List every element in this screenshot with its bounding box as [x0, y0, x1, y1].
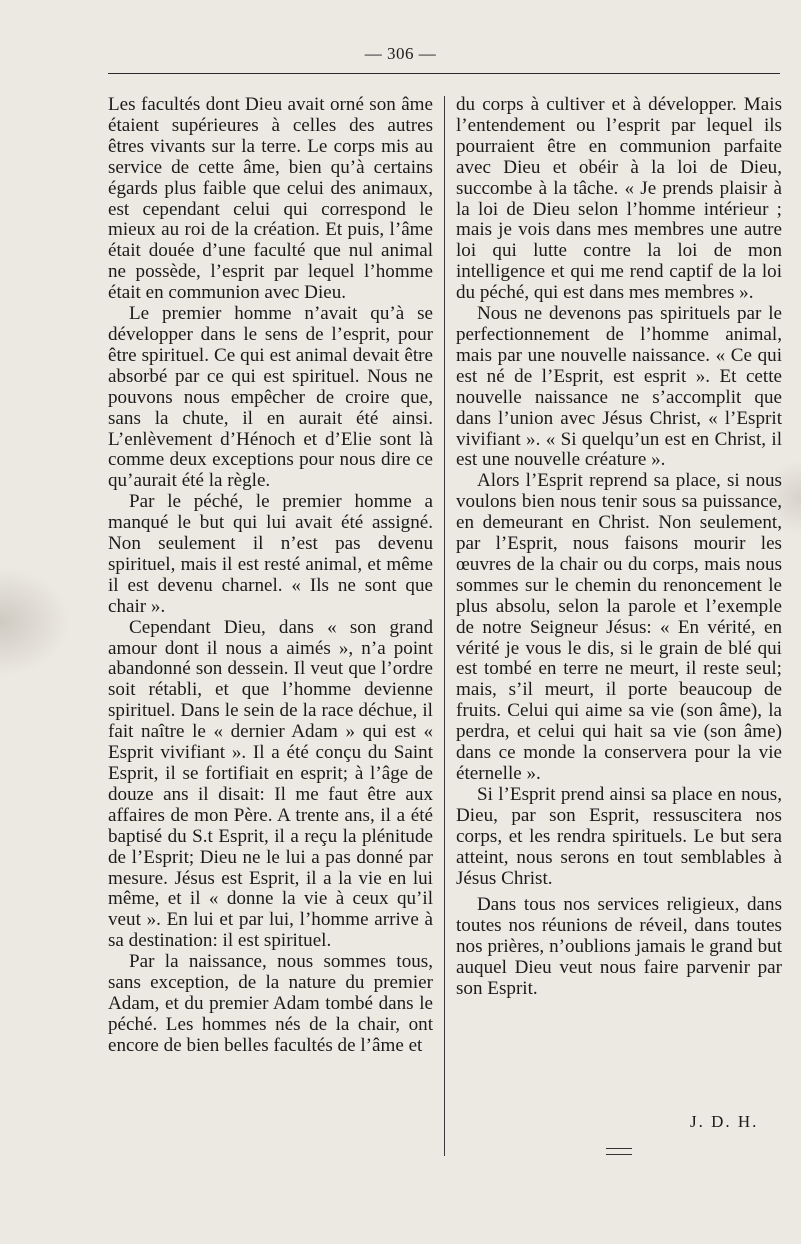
- paragraph: du corps à cultiver et à développer. Mais l’entendement ou l’esprit par lequel ils pourraient être en communion parfaite avec Dieu et obéir à la loi de Dieu, succombe à la tâche. « Je prends plaisir à la loi de Dieu selon l’homme intérieur ; mais je vois dans mes membres une autre loi qui lutte contre la loi de mon intelligence et qui me rend captif de la loi du péché, qui est dans mes membres ».: [456, 94, 782, 304]
- page-number: — 306 —: [364, 44, 437, 63]
- right-column: [456, 95, 782, 1000]
- paragraph: Dans tous nos services religieux, dans toutes nos réunions de réveil, dans toutes nos prières, n’oublions jamais le grand but auquel Dieu veut nous faire parvenir par son Esprit.: [456, 894, 782, 1000]
- signature: J. D. H.: [690, 1112, 759, 1131]
- paragraph: Alors l’Esprit reprend sa place, si nous voulons bien nous tenir sous sa puissance, en demeurant en Christ. Non seulement, par l’Esprit, nous faisons mourir les œuvres de la chair ou du corps, mais nous sommes sur le chemin du renoncement le plus absolu, selon la parole et l’exemple de notre Seigneur Jésus: « En vérité, en vérité je vous le dis, si le grain de blé qui est tombé en terre ne meurt, il reste seul; mais, s’il meurt, il porte beaucoup de fruits. Celui qui aime sa vie (son âme), la perdra, et celui qui hait sa vie (son âme) dans ce monde la conservera pour la vie éternelle ».: [456, 470, 782, 784]
- paragraph: Nous ne devenons pas spirituels par le perfectionnement de l’homme animal, mais par une nouvelle naissance. « Ce qui est né de l’Esprit, est esprit ». Et cette nouvelle naissance ne s’accomplit que dans l’union avec Jésus Christ, « l’Esprit vivifiant ». « Si quelqu’un est en Christ, il est une nouvelle créature ».: [456, 303, 782, 471]
- left-column: [108, 95, 433, 1057]
- paragraph: Cependant Dieu, dans « son grand amour dont il nous a aimés », n’a point abandonné son dessein. Il veut que l’ordre soit rétabli, et que l’homme devienne spirituel. Dans le sein de la race déchue, il fait naître le « dernier Adam » qui est « Esprit vivifiant ». Il a été conçu du Saint Esprit, il se fortifiait en esprit; à l’âge de douze ans il disait: Il me faut être aux affaires de mon Père. A trente ans, il a été baptisé du S.t Esprit, il a reçu la plénitude de l’Esprit; Dieu ne le lui a pas donné par mesure. Jésus est Esprit, il a la vie en lui même, et il « donne la vie à ceux qu’il veut ». En lui et par lui, l’homme arrive à sa destination: il est spirituel.: [108, 616, 433, 952]
- paragraph: Les facultés dont Dieu avait orné son âme étaient supérieures à celles des autres êtres vivants sur la terre. Le corps mis au service de cette âme, bien qu’à certains égards plus faible que celui des animaux, est cependant celui qui correspond le mieux au roi de la création. Et puis, l’âme était douée d’une faculté que nul animal ne possède, l’esprit par lequel l’homme était en communion avec Dieu.: [108, 94, 433, 304]
- paragraph: Si l’Esprit prend ainsi sa place en nous, Dieu, par son Esprit, ressuscitera nos corps, et les rendra spirituels. Le but sera atteint, nous serons en tout semblables à Jésus Christ.: [456, 783, 782, 889]
- column-divider: [444, 96, 445, 1156]
- paragraph: Par la naissance, nous sommes tous, sans exception, de la nature du premier Adam, et du premier Adam tombé dans le péché. Les hommes nés de la chair, ont encore de bien belles facultés de l’âme et: [108, 951, 433, 1056]
- header-rule: [108, 73, 780, 74]
- end-ornament: [606, 1148, 632, 1160]
- paragraph: Par le péché, le premier homme a manqué le but qui lui avait été assigné. Non seulement il n’est pas devenu spirituel, mais il est resté animal, et même il est devenu charnel. « Ils ne sont que chair ».: [108, 491, 433, 617]
- paragraph: Le premier homme n’avait qu’à se développer dans le sens de l’esprit, pour être spirituel. Ce qui est animal devait être absorbé par ce qui est spirituel. Nous ne pouvons nous empêcher de croire que, sans la chute, il en aurait été ainsi. L’enlèvement d’Hénoch et d’Elie sont là comme deux exceptions pour nous dire ce qu’aurait été la règle.: [108, 303, 433, 492]
